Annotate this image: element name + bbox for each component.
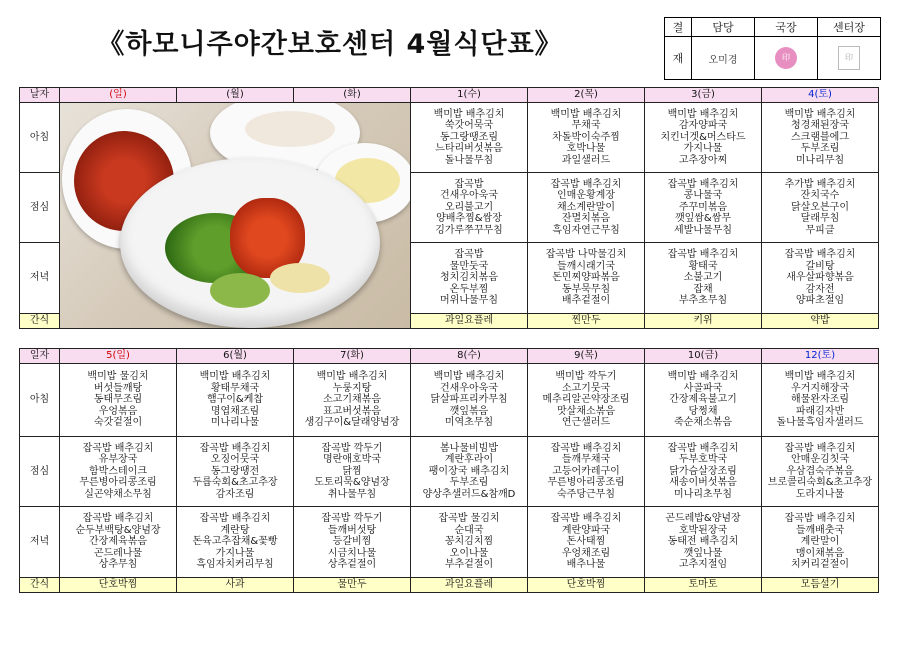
menu-cell: 잡곡밥 배추김치 유부장국 함박스테이크 무른병아리콩조림 실곤약채소무침 [60,437,177,507]
meal-label-dinner: 저녁 [20,243,60,314]
snack-cell: 과일요플레 [411,314,528,329]
snack-cell: 토마토 [645,578,762,593]
menu-cell: 곤드레밥&양념장 호박된장국 동태전 배추김치 깻잎나물 고추지절임 [645,507,762,578]
snack-cell: 키위 [645,314,762,329]
avocado [210,273,270,308]
snack-cell: 모듬설기 [762,578,879,593]
menu-cell: 잡곡밥 깍두기 들깨버섯탕 등갈비찜 시금치나물 상추겉절이 [294,507,411,578]
menu-cell: 백미밥 배추김치 감자양파국 치킨너겟&머스타드 가지나물 고추장아찌 [645,103,762,173]
signature-name: 오미경 [708,54,738,66]
meal-label-dinner: 저녁 [20,507,60,578]
menu-cell: 잡곡밥 깍두기 명란애호박국 닭찜 도토리묵&양념장 취나물무침 [294,437,411,507]
menu-cell: 잡곡밥 배추김치 계란탕 돈육고추잡채&꽃빵 가지나물 흑임자치커리무침 [177,507,294,578]
snack-cell: 약밥 [762,314,879,329]
noodles [270,263,330,293]
day-header: 2(목) [528,88,645,103]
approval-role-staff: 담당 [692,18,755,37]
food-photo [60,103,411,329]
meal-label-breakfast: 아침 [20,103,60,173]
menu-cell: 추가밥 배추김치 잔치국수 닭살오븐구이 달래무침 무피클 [762,173,879,243]
day-header: (일) [60,88,177,103]
menu-cell: 백미밥 물김치 버섯들깨탕 동태무조림 우엉볶음 숙갓겉절이 [60,364,177,437]
date-label: 일자 [20,349,60,364]
menu-cell: 잡곡밥 물만둣국 청치김치볶음 온두부찜 머위나물무침 [411,243,528,314]
menu-cell: 백미밥 배추김치 청경채된장국 스크램블에그 두부조림 미나리무침 [762,103,879,173]
day-header: (화) [294,88,411,103]
menu-cell: 백미밥 배추김치 황태무채국 햄구이&케찹 명엽채조림 미나리나물 [177,364,294,437]
menu-cell: 잡곡밥 배추김치 콩나물국 주꾸미볶음 깻잎쌈&쌈무 세발나물무침 [645,173,762,243]
menu-cell: 백미밥 배추김치 건새우아욱국 닭살파프리카무침 깻잎볶음 미역초무침 [411,364,528,437]
menu-cell: 잡곡밥 건새우아욱국 오리불고기 양배추찜&쌈장 깅가루쭈꾸무침 [411,173,528,243]
signature-staff [692,37,755,80]
menu-cell: 잡곡밥 배추김치 황태국 소불고기 잡채 부추초무침 [645,243,762,314]
stamp-head [818,37,881,80]
menu-table-week1 [19,87,879,329]
menu-cell: 잡곡밥 배추김치 오징어뭇국 동그랑땡전 두릅숙회&초고추장 감자조림 [177,437,294,507]
menu-cell: 잡곡밥 배추김치 들깨배춧국 계란말이 맹이채볶음 치커리겉절이 [762,507,879,578]
day-header: (월) [177,88,294,103]
approval-label-bottom: 재 [665,37,692,80]
menu-table-week2 [19,348,879,593]
snack-cell: 단호박찜 [60,578,177,593]
approval-box [664,17,881,80]
menu-cell: 백미밥 배추김치 무채국 차돌박이숙주찜 호박나물 과일샐러드 [528,103,645,173]
menu-cell: 잡곡밥 나막물김치 들깨시래기국 돈민찌양파볶음 동부묵무침 배추겉절이 [528,243,645,314]
day-header: 12(토) [762,349,879,364]
snack-cell: 단호박찜 [528,578,645,593]
meal-label-breakfast: 아침 [20,364,60,437]
menu-cell: 잡곡밥 배추김치 계란양파국 돈사태찜 우엉채조림 배추나물 [528,507,645,578]
meal-label-snack: 간식 [20,314,60,329]
menu-cell: 잡곡밥 배추김치 순두부백탕&양념장 간장제육볶음 곤드레나물 상추무침 [60,507,177,578]
menu-cell: 잡곡밥 배추김치 갈비탕 새우살파향볶음 감자전 양파초절임 [762,243,879,314]
menu-cell: 백미밥 배추김치 우거지해장국 해물완자조림 파래김자반 돌나물흑임자샐러드 [762,364,879,437]
day-header: 10(금) [645,349,762,364]
menu-cell: 잡곡밥 배추김치 안매운김칫국 우삼겹숙주볶음 브로콜리숙회&초고추장 도라지나물 [762,437,879,507]
date-label: 날자 [20,88,60,103]
menu-cell: 봄나물비빔밥 계란후라이 팽이장국 배추김치 두부조림 양상추샐러드&참깨D [411,437,528,507]
meal-label-lunch: 점심 [20,437,60,507]
sliced-meat [245,111,335,147]
day-header: 9(목) [528,349,645,364]
day-header: 6(월) [177,349,294,364]
menu-cell: 백미밥 배추김치 누룽지탕 소고기채볶음 표고버섯볶음 생김구이&달래양념장 [294,364,411,437]
approval-role-director: 국장 [755,18,818,37]
day-header: 1(수) [411,88,528,103]
meal-label-snack: 간식 [20,578,60,593]
menu-cell: 백미밥 배추김치 사골파국 간장제육불고기 당쩡채 죽순채소볶음 [645,364,762,437]
menu-cell: 백미밥 깍두기 소고기뭇국 메추리알곤약장조림 맛살채소볶음 연근샐러드 [528,364,645,437]
approval-role-head: 센터장 [818,18,881,37]
day-header: 3(금) [645,88,762,103]
stamp-icon: 印 [775,47,797,69]
menu-cell: 잡곡밥 배추김치 들깨무채국 고등어카레구이 무른병아리콩조림 숙주당근무침 [528,437,645,507]
snack-cell: 과일요플레 [411,578,528,593]
page-title: 《하모니주야간보호센터 4월식단표》 [97,29,563,60]
snack-cell: 사과 [177,578,294,593]
food-image [60,103,410,328]
stamp-icon: 印 [838,46,860,70]
approval-label-top: 결 [665,18,692,37]
menu-cell: 잡곡밥 물김치 순대국 꽁치김치찜 오이나물 부추겉절이 [411,507,528,578]
snack-cell: 찐만두 [528,314,645,329]
day-header: 7(화) [294,349,411,364]
meal-label-lunch: 점심 [20,173,60,243]
snack-cell: 물만두 [294,578,411,593]
menu-cell: 백미밥 배추김치 쑥갓어묵국 동그랑땡조림 느타리버섯볶음 돌나물무침 [411,103,528,173]
day-header: 5(일) [60,349,177,364]
menu-cell: 잡곡밥 배추김치 인매운황계장 채소계란말이 잔멸치볶음 흑임자연근무침 [528,173,645,243]
day-header: 8(수) [411,349,528,364]
menu-cell: 잡곡밥 배추김치 두부호박국 닭가슴살장조림 새송이버섯볶음 미나리초무침 [645,437,762,507]
stamp-director [755,37,818,80]
day-header: 4(토) [762,88,879,103]
